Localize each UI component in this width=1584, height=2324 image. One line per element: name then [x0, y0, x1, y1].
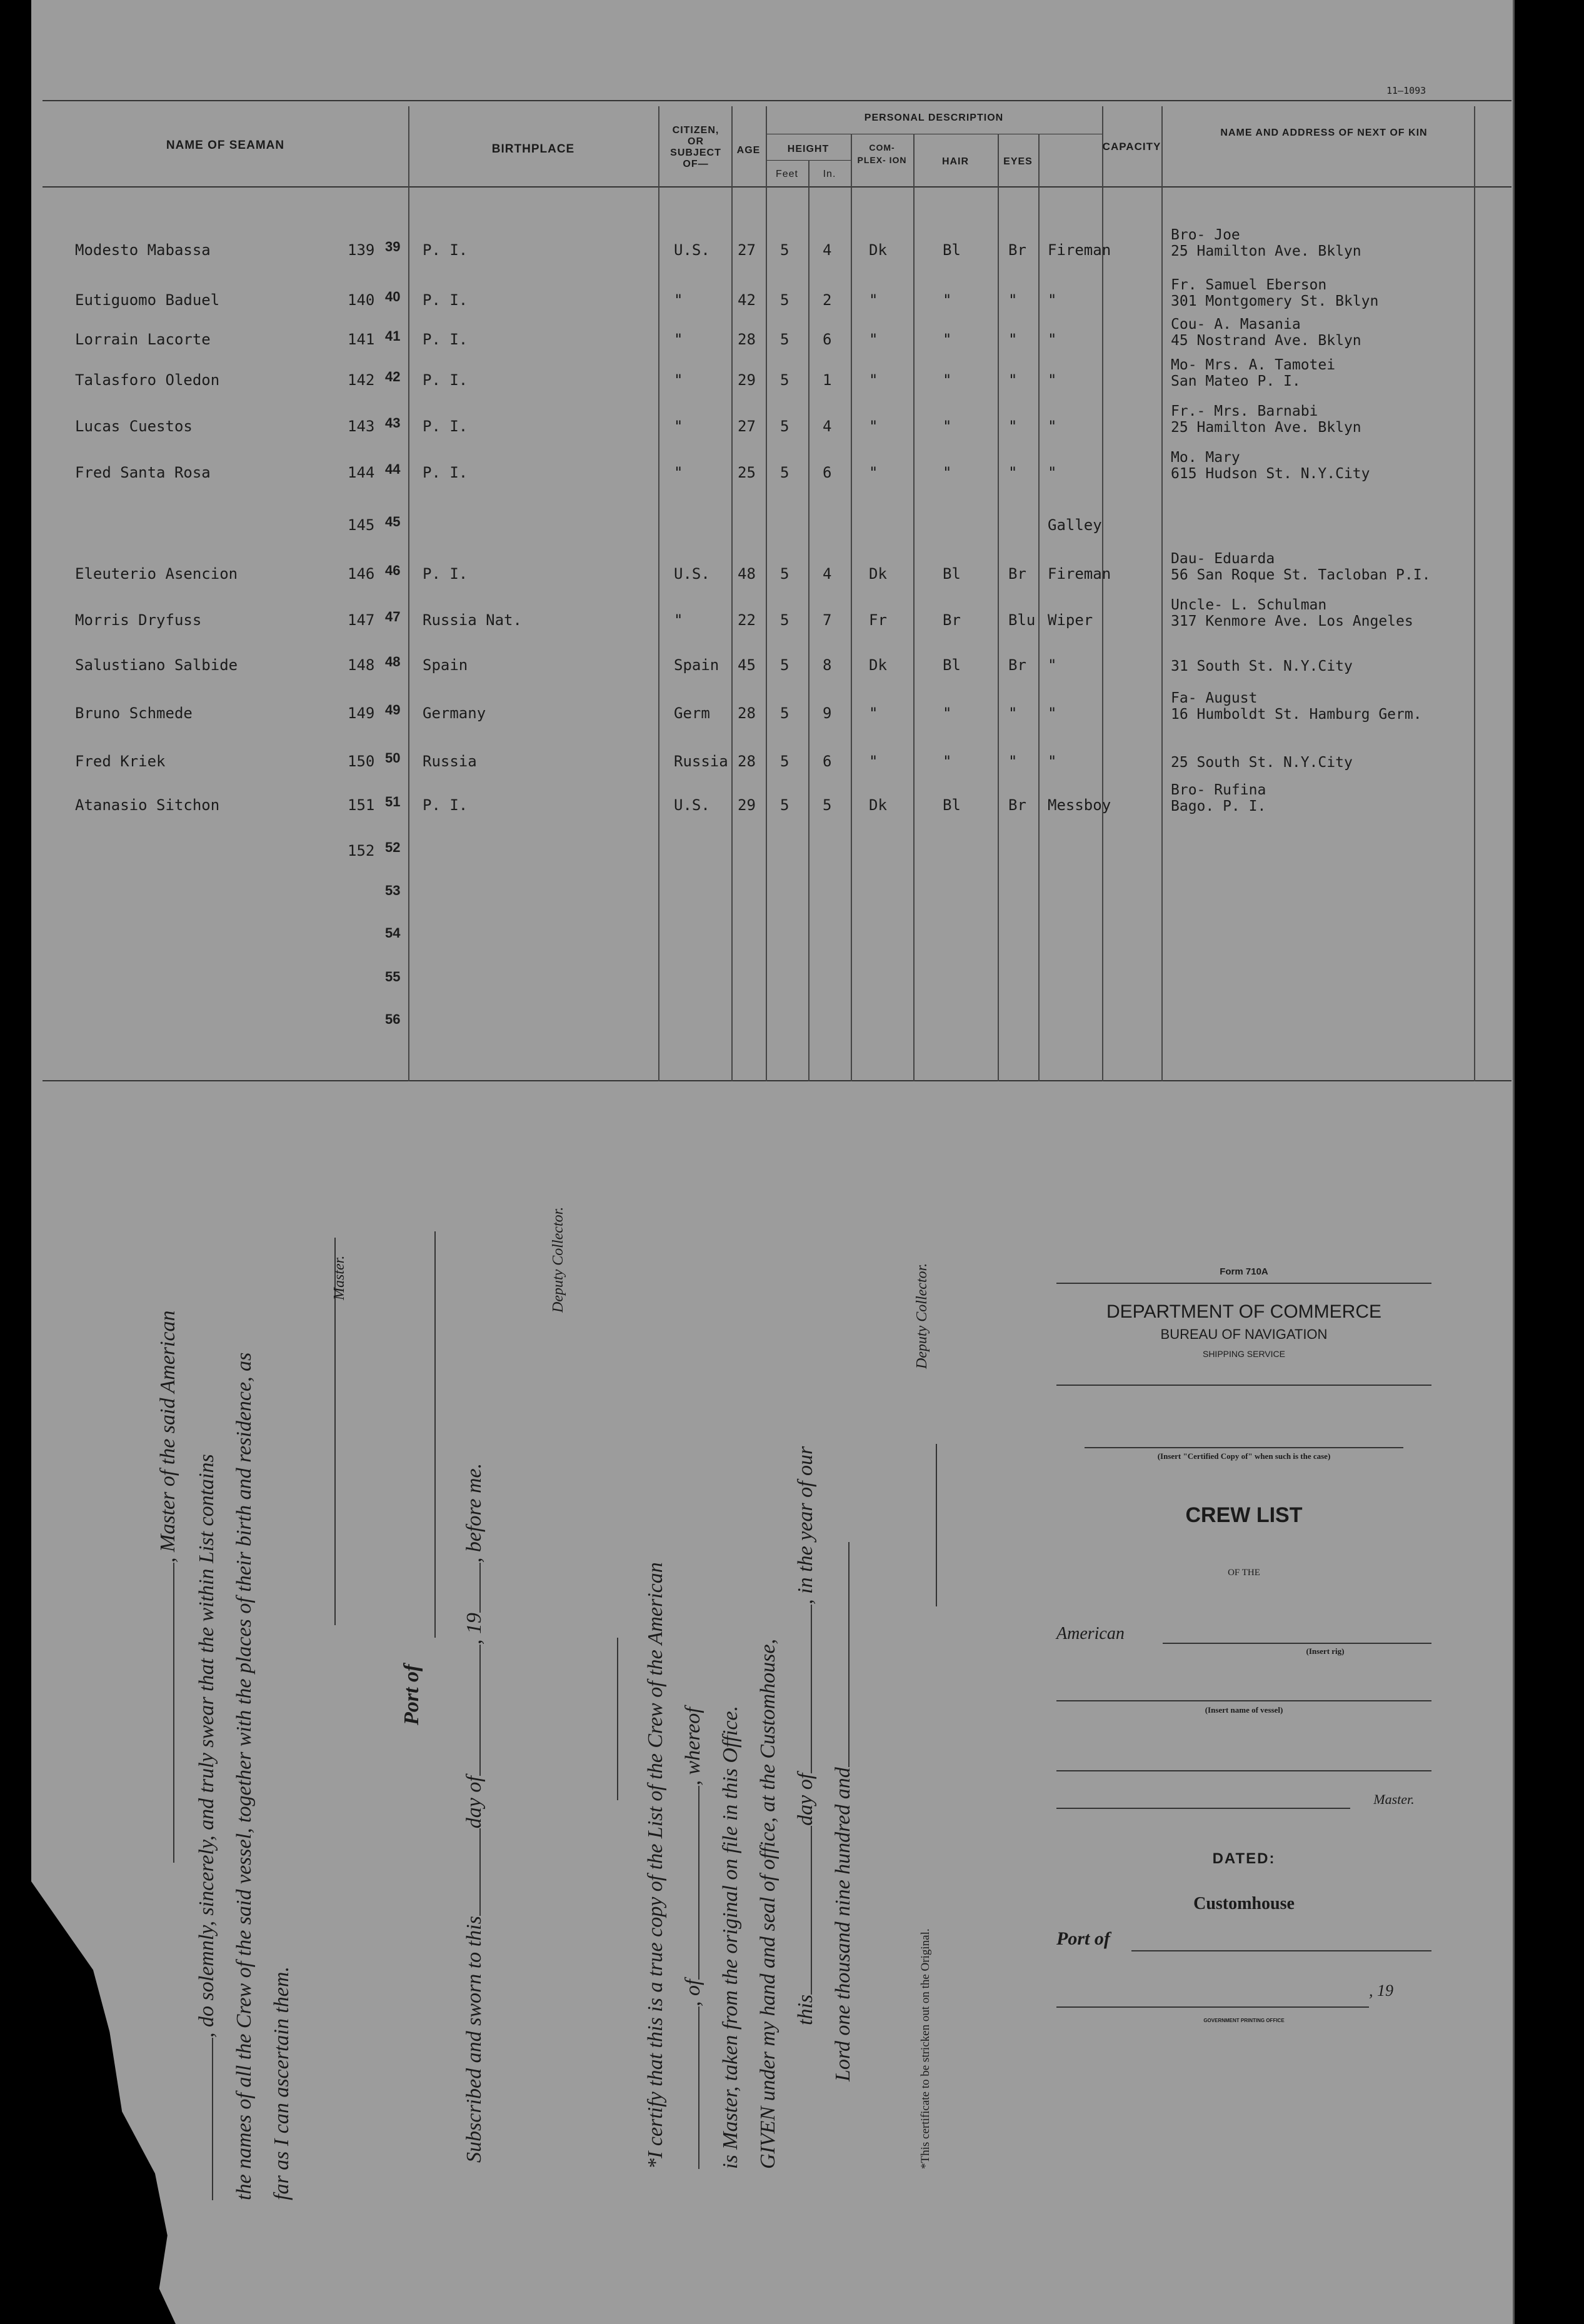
next-of-kin-name: Fr.- Mrs. Barnabi — [1171, 403, 1318, 419]
capacity: " — [1048, 753, 1057, 770]
in-year-text: , in the year of our — [794, 1446, 817, 1605]
eyes: Br — [1008, 656, 1026, 674]
eyes: " — [1008, 464, 1018, 481]
card-rule — [1056, 1283, 1431, 1284]
month-blank-2[interactable] — [811, 1605, 812, 1773]
next-of-kin-address: 615 Hudson St. N.Y.City — [1171, 466, 1370, 482]
line-number: 44 — [385, 461, 401, 477]
age: 42 — [738, 291, 756, 309]
height-feet: 5 — [780, 656, 789, 674]
table-row — [43, 277, 1511, 309]
master-name-line[interactable] — [173, 1563, 174, 1863]
oath-text-3: the names of all the Crew of the said vessel, together with the places of their birth and residence, as — [233, 1352, 256, 2200]
sequence-number: 146 — [348, 565, 375, 583]
day-blank[interactable] — [479, 1828, 481, 1916]
master-label: Master. — [331, 1255, 348, 1300]
hair: Bl — [943, 656, 961, 674]
capacity: " — [1048, 704, 1057, 722]
next-of-kin-name: Bro- Joe — [1171, 227, 1240, 243]
certify-text-4: is Master, taken from the original on file in this Office. — [719, 1705, 742, 2169]
card-insert-vessel: (Insert name of vessel) — [1205, 1705, 1283, 1715]
header-name: NAME OF SEAMAN — [166, 139, 285, 152]
birthplace: P. I. — [423, 418, 468, 435]
vessel-blank[interactable] — [698, 2006, 699, 2169]
oath-line-2 — [195, 1454, 219, 2200]
citizenship: " — [674, 464, 683, 481]
certify-text-3: , whereof — [681, 1707, 704, 1786]
height-feet: 5 — [780, 704, 789, 722]
deponent-line[interactable] — [212, 2038, 213, 2200]
age: 25 — [738, 464, 756, 481]
capacity: Fireman — [1048, 241, 1111, 259]
height-inches: 7 — [823, 611, 832, 629]
height-feet: 5 — [780, 796, 789, 814]
table-row — [43, 551, 1511, 583]
height-inches: 4 — [823, 565, 832, 583]
citizenship: Spain — [674, 656, 719, 674]
vessel-name-line[interactable] — [1056, 1700, 1431, 1701]
height-feet: 5 — [780, 371, 789, 389]
card-bureau: BUREAU OF NAVIGATION — [1160, 1326, 1328, 1342]
eyes: Blu — [1008, 611, 1036, 629]
birthplace: Russia Nat. — [423, 611, 522, 629]
line-number: 42 — [385, 369, 401, 384]
line-number: 41 — [385, 328, 401, 344]
hair: " — [943, 464, 952, 481]
header-height: HEIGHT — [787, 144, 830, 154]
table-row — [43, 839, 1511, 859]
header-kin: NAME AND ADDRESS OF NEXT OF KIN — [1220, 128, 1428, 138]
subscribed-line — [463, 1463, 486, 2163]
birthplace: Spain — [423, 656, 468, 674]
age: 27 — [738, 418, 756, 435]
card-year: , 19 — [1369, 1981, 1393, 2000]
complexion: Dk — [869, 656, 887, 674]
hair: " — [943, 753, 952, 770]
certify-line-2 — [681, 1707, 705, 2169]
lord-line — [831, 1542, 855, 2081]
citizenship: Russia — [674, 753, 728, 770]
port-line[interactable] — [418, 1231, 441, 1638]
next-of-kin-name: Fr. Samuel Eberson — [1171, 277, 1327, 293]
hair: " — [943, 371, 952, 389]
port-line[interactable] — [1131, 1950, 1431, 1951]
height-feet: 5 — [780, 753, 789, 770]
height-feet: 5 — [780, 464, 789, 481]
next-of-kin-name: Fa- August — [1171, 690, 1258, 706]
seaman-name: Eleuterio Asencion — [75, 565, 238, 583]
line-number: 48 — [385, 654, 401, 669]
line-number: 54 — [385, 925, 401, 941]
card-dated: DATED: — [1212, 1850, 1276, 1867]
citizenship: U.S. — [674, 796, 710, 814]
next-of-kin-name: Mo. Mary — [1171, 449, 1240, 466]
next-of-kin-name: Bro- Rufina — [1171, 782, 1266, 798]
given-text: GIVEN under my hand and seal of office, at the Customhouse, — [756, 1638, 779, 2169]
complexion: Dk — [869, 796, 887, 814]
height-inches: 2 — [823, 291, 832, 309]
citizenship: " — [674, 331, 683, 348]
complexion: " — [869, 464, 878, 481]
header-age: AGE — [736, 145, 761, 156]
subscribed-text: Subscribed and sworn to this — [463, 1916, 486, 2163]
sequence-number: 151 — [348, 796, 375, 814]
table-row — [43, 925, 1511, 944]
port-blank[interactable] — [698, 1786, 699, 1980]
deputy-collector-label-2: Deputy Collector. — [914, 1263, 930, 1369]
card-rule — [1056, 1385, 1431, 1386]
seaman-name: Atanasio Sitchon — [75, 796, 220, 814]
height-inches: 4 — [823, 241, 832, 259]
eyes: " — [1008, 371, 1018, 389]
citizenship: " — [674, 418, 683, 435]
next-of-kin-address: Bago. P. I. — [1171, 798, 1266, 814]
height-feet: 5 — [780, 418, 789, 435]
complexion: " — [869, 331, 878, 348]
birthplace: P. I. — [423, 291, 468, 309]
line-number: 53 — [385, 883, 401, 898]
deputy-collector-label: Deputy Collector. — [550, 1206, 566, 1313]
this-day-line — [794, 1446, 818, 2025]
card-master: Master. — [1373, 1791, 1415, 1807]
complexion: Dk — [869, 565, 887, 583]
line-number: 45 — [385, 514, 401, 529]
next-of-kin-address: 56 San Roque St. Tacloban P.I. — [1171, 567, 1431, 583]
eyes: " — [1008, 704, 1018, 722]
next-of-kin-name: Mo- Mrs. A. Tamotei — [1171, 357, 1336, 373]
height-feet: 5 — [780, 565, 789, 583]
eyes: Br — [1008, 241, 1026, 259]
citizenship: U.S. — [674, 241, 710, 259]
hair: Bl — [943, 565, 961, 583]
age: 48 — [738, 565, 756, 583]
card-insert-rig: (Insert rig) — [1306, 1646, 1345, 1656]
year-blank[interactable] — [479, 1563, 481, 1613]
sequence-number: 139 — [348, 241, 375, 259]
day-of-text-2: day of — [794, 1773, 817, 1826]
table-row — [43, 514, 1511, 534]
next-of-kin-address: 16 Humboldt St. Hamburg Germ. — [1171, 706, 1422, 723]
header-hair: HAIR — [941, 156, 970, 167]
seaman-name: Morris Dryfuss — [75, 611, 202, 629]
capacity: " — [1048, 291, 1057, 309]
oath-line-1 — [156, 1310, 180, 1863]
card-port-of: Port of — [1056, 1928, 1110, 1949]
day-of-text: day of — [463, 1776, 486, 1829]
age: 29 — [738, 796, 756, 814]
line-number: 47 — [385, 609, 401, 624]
header-capacity: CAPACITY — [1102, 141, 1161, 153]
complexion: " — [869, 704, 878, 722]
line-number: 51 — [385, 794, 401, 809]
card-american: American — [1056, 1624, 1125, 1643]
card-of-the: OF THE — [1228, 1568, 1260, 1578]
citizenship: " — [674, 611, 683, 629]
crew-table — [43, 100, 1511, 1081]
line-number: 40 — [385, 289, 401, 304]
birthplace: P. I. — [423, 241, 468, 259]
hair: " — [943, 418, 952, 435]
year-text: , 19 — [463, 1613, 486, 1645]
citizenship: " — [674, 371, 683, 389]
seaman-name: Fred Kriek — [75, 753, 166, 770]
port-of-label: Port of — [400, 1664, 423, 1725]
seaman-name: Talasforo Oledon — [75, 371, 220, 389]
birthplace: Germany — [423, 704, 486, 722]
capacity: " — [1048, 464, 1057, 481]
citizenship: " — [674, 291, 683, 309]
this-text: this — [794, 1994, 817, 2025]
complexion: " — [869, 753, 878, 770]
next-of-kin-address: 25 South St. N.Y.City — [1171, 754, 1353, 771]
seaman-name: Eutiguomo Baduel — [75, 291, 220, 309]
lord-text: Lord one thousand nine hundred and — [831, 1767, 855, 2081]
capacity: " — [1048, 418, 1057, 435]
sequence-number: 142 — [348, 371, 375, 389]
line-number: 39 — [385, 239, 401, 254]
crew-list-card — [1056, 1250, 1431, 2075]
age: 28 — [738, 704, 756, 722]
hair: Bl — [943, 241, 961, 259]
sequence-number: 150 — [348, 753, 375, 770]
header-feet: Feet — [775, 169, 798, 179]
next-of-kin-address: 45 Nostrand Ave. Bklyn — [1171, 333, 1361, 349]
eyes: " — [1008, 753, 1018, 770]
table-row — [43, 403, 1511, 436]
month-blank[interactable] — [479, 1645, 481, 1776]
table-row — [43, 782, 1511, 814]
sequence-number: 149 — [348, 704, 375, 722]
card-form-number: Form 710A — [1220, 1266, 1268, 1277]
birthplace: P. I. — [423, 796, 468, 814]
card-printer: GOVERNMENT PRINTING OFFICE — [1203, 2018, 1285, 2023]
before-me-text: , before me. — [463, 1463, 486, 1563]
eyes: Br — [1008, 565, 1026, 583]
certificate-footnote: *This certificate to be stricken out on the Original. — [919, 1928, 932, 2169]
height-feet: 5 — [780, 241, 789, 259]
table-row — [43, 750, 1511, 771]
oath-text-4: far as I can ascertain them. — [270, 1966, 293, 2200]
sequence-number: 144 — [348, 464, 375, 481]
age: 27 — [738, 241, 756, 259]
hair: " — [943, 291, 952, 309]
age: 22 — [738, 611, 756, 629]
age: 28 — [738, 753, 756, 770]
height-feet: 5 — [780, 611, 789, 629]
next-of-kin-address: 31 South St. N.Y.City — [1171, 658, 1353, 674]
height-inches: 4 — [823, 418, 832, 435]
sequence-number: 152 — [348, 842, 375, 859]
form-number: 11—1093 — [1386, 85, 1426, 96]
line-number: 49 — [385, 702, 401, 718]
height-feet: 5 — [780, 291, 789, 309]
citizenship: U.S. — [674, 565, 710, 583]
sequence-number: 147 — [348, 611, 375, 629]
next-of-kin-address: 25 Hamilton Ave. Bklyn — [1171, 419, 1361, 436]
birthplace: P. I. — [423, 565, 468, 583]
height-inches: 6 — [823, 331, 832, 348]
line-number: 55 — [385, 969, 401, 984]
rig-line[interactable] — [1163, 1643, 1431, 1644]
table-row — [43, 449, 1511, 482]
seaman-name: Salustiano Salbide — [75, 656, 238, 674]
header-citizen: CITIZEN, OR SUBJECT OF— — [670, 125, 721, 169]
hair: " — [943, 331, 952, 348]
capacity: Messboy — [1048, 796, 1111, 814]
citizenship: Germ — [674, 704, 710, 722]
seaman-name: Bruno Schmede — [75, 704, 193, 722]
sequence-number: 148 — [348, 656, 375, 674]
height-inches: 6 — [823, 464, 832, 481]
line-number: 50 — [385, 750, 401, 766]
next-of-kin-address: 25 Hamilton Ave. Bklyn — [1171, 243, 1361, 259]
birthplace: Russia — [423, 753, 477, 770]
line-number: 43 — [385, 415, 401, 431]
height-inches: 9 — [823, 704, 832, 722]
line-number: 46 — [385, 563, 401, 578]
height-feet: 5 — [780, 331, 789, 348]
card-customhouse: Customhouse — [1193, 1894, 1295, 1913]
capacity: " — [1048, 331, 1057, 348]
certified-copy-line[interactable] — [1085, 1447, 1403, 1448]
header-complexion: COM- PLEX- ION — [857, 143, 907, 165]
table-row — [43, 227, 1511, 259]
birthplace: P. I. — [423, 464, 468, 481]
table-row — [43, 316, 1511, 349]
card-title: CREW LIST — [1185, 1503, 1303, 1527]
capacity: Fireman — [1048, 565, 1111, 583]
complexion: " — [869, 371, 878, 389]
birthplace: P. I. — [423, 371, 468, 389]
line-number: 52 — [385, 839, 401, 855]
line-number: 56 — [385, 1011, 401, 1027]
age: 29 — [738, 371, 756, 389]
next-of-kin-name: Cou- A. Masania — [1171, 316, 1301, 333]
this-day-blank[interactable] — [811, 1826, 812, 1995]
next-of-kin-address: San Mateo P. I. — [1171, 373, 1301, 389]
seaman-name: Modesto Mabassa — [75, 241, 211, 259]
header-inches: In. — [823, 169, 836, 179]
seaman-name: Fred Santa Rosa — [75, 464, 211, 481]
height-inches: 8 — [823, 656, 832, 674]
table-row — [43, 883, 1511, 901]
complexion: " — [869, 291, 878, 309]
table-row — [43, 690, 1511, 723]
hair: Br — [943, 611, 961, 629]
table-top-rule — [43, 100, 1511, 101]
date-line[interactable] — [1056, 2006, 1369, 2008]
next-of-kin-address: 317 Kenmore Ave. Los Angeles — [1171, 613, 1413, 629]
header-birthplace: BIRTHPLACE — [491, 143, 575, 156]
complexion: " — [869, 418, 878, 435]
oath-text-1: , Master of the said American — [156, 1310, 179, 1563]
age: 45 — [738, 656, 756, 674]
complexion: Dk — [869, 241, 887, 259]
seaman-name: Lorrain Lacorte — [75, 331, 211, 348]
capacity: Wiper — [1048, 611, 1093, 629]
table-row — [43, 597, 1511, 629]
eyes: " — [1008, 331, 1018, 348]
capacity: " — [1048, 371, 1057, 389]
sequence-number: 140 — [348, 291, 375, 309]
vessel-line-2[interactable] — [1056, 1770, 1431, 1771]
header-personal: PERSONAL DESCRIPTION — [864, 113, 1004, 123]
sequence-number: 141 — [348, 331, 375, 348]
certify-text-2: , of — [681, 1979, 704, 2006]
card-insert-certified: (Insert "Certified Copy of" when such is the case) — [1157, 1451, 1331, 1461]
seaman-name: Lucas Cuestos — [75, 418, 193, 435]
eyes: " — [1008, 291, 1018, 309]
sequence-number: 145 — [348, 516, 375, 534]
capacity: Galley — [1048, 516, 1102, 534]
eyes: Br — [1008, 796, 1026, 814]
height-inches: 6 — [823, 753, 832, 770]
height-inches: 5 — [823, 796, 832, 814]
table-row — [43, 1011, 1511, 1030]
age: 28 — [738, 331, 756, 348]
birthplace: P. I. — [423, 331, 468, 348]
card-service: SHIPPING SERVICE — [1202, 1349, 1285, 1359]
header-bottom-rule — [43, 186, 1511, 188]
header-eyes: EYES — [1003, 156, 1033, 167]
next-of-kin-address: 301 Montgomery St. Bklyn — [1171, 293, 1379, 309]
height-inches: 1 — [823, 371, 832, 389]
card-department: DEPARTMENT OF COMMERCE — [1106, 1301, 1382, 1322]
collector-sign-line[interactable] — [600, 1638, 624, 1800]
hair: Bl — [943, 796, 961, 814]
capacity: " — [1048, 656, 1057, 674]
next-of-kin-name: Uncle- L. Schulman — [1171, 597, 1327, 613]
master-line[interactable] — [1056, 1808, 1350, 1809]
year-blank-2[interactable] — [848, 1542, 850, 1767]
certify-text-1: *I certify that this is a true copy of the List of the Crew of the American — [644, 1562, 667, 2169]
table-bottom-rule — [43, 1080, 1511, 1081]
hair: " — [943, 704, 952, 722]
sequence-number: 143 — [348, 418, 375, 435]
collector-sign-line-2[interactable] — [919, 1444, 943, 1606]
table-row — [43, 969, 1511, 988]
complexion: Fr — [869, 611, 887, 629]
table-row — [43, 654, 1511, 674]
next-of-kin-name: Dau- Eduarda — [1171, 551, 1275, 567]
oath-text-2: , do solemnly, sincerely, and truly swear that the within List contains — [195, 1454, 218, 2038]
table-row — [43, 357, 1511, 389]
eyes: " — [1008, 418, 1018, 435]
